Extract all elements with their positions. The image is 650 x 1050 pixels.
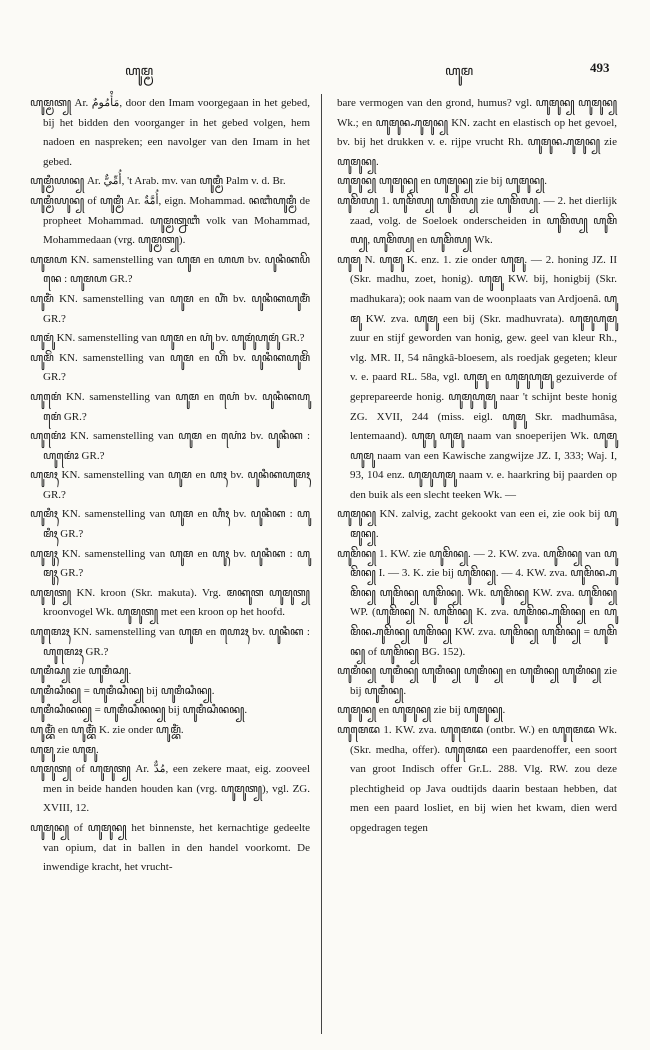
header-left-catchword: ꦲꦸꦩ꧀ꦩ	[125, 63, 154, 78]
dictionary-entry: ꦲꦸꦩꦶꦃ KN. samenstelling van ꦲꦸꦩ en ꦲꦶꦃ bv. ꦥꦸꦤꦶꦏ : ꦲꦸꦩꦶꦃ GR.?	[30, 508, 310, 541]
dictionary-entry: ꦲꦸꦩꦸꦤ꧀ en ꦲꦸꦩꦸꦤ꧀ zie bij ꦲꦸꦩꦸꦤ꧀.	[337, 704, 506, 717]
dictionary-entry: ꦲꦸꦩꦼꦁ KN. samenstelling van ꦲꦸꦩ en ꦲꦼꦁ bv. ꦥꦸꦤꦶꦏꦲꦸꦩꦼꦁ GR.?	[30, 351, 310, 384]
dictionary-entry: ꦲꦸꦩꦺꦴꦁ KN. samenstelling van ꦲꦸꦩ en ꦲꦺꦴꦁ bv. ꦥꦸꦤꦶꦏ : ꦲꦸꦩꦺꦴꦁ GR.?	[30, 430, 310, 462]
header-right-catchword: ꦲꦸꦩ	[445, 63, 474, 78]
page-number: 493	[590, 60, 610, 75]
dictionary-entry: ꦲꦸꦩꦸ zie ꦲꦸꦩꦸ.	[30, 743, 99, 756]
dictionary-entry: ꦲꦸꦩꦼꦭ꧀ 1. ꦲꦸꦩꦼꦭ꧀ ꦲꦸꦩꦼꦭ꧀ zie ꦲꦸꦩꦼꦭ꧀. — 2. het dierlijk zaad, volg. de Soeloek onderscheiden in ꦲꦸꦩꦼꦭ꧀ ꦲꦸꦩꦼꦭ꧀, ꦲꦸꦩꦼꦭ꧀ en ꦲꦸꦩꦼꦭ꧀ Wk.	[337, 194, 617, 247]
dictionary-entry: ꦲꦸꦩ꧀ꦩꦶꦪꦤ꧀ Ar. أُمِّيٌّ, 't Arab. mv. van ꦲꦸꦩ꧀ꦩꦶ Palm v. d. Br.	[30, 175, 286, 188]
dictionary-entry: ꦲꦸꦩꦶꦱꦶꦤꦤ꧀ = ꦲꦸꦩꦶꦱꦶꦤꦤ꧀ bij ꦲꦸꦩꦶꦱꦶꦤꦤ꧀.	[30, 704, 248, 717]
dictionary-entry: ꦲꦸꦩꦸꦠ꧀ KN. kroon (Skr. makuta). Vrg. ꦩꦏꦸꦠ ꦲꦸꦩꦸꦠ꧀ kroonvogel Wk. ꦲꦸꦩꦸꦠ꧀ met een kroon op het hoofd.	[30, 586, 310, 619]
dictionary-entry: ꦲꦸꦩꦺꦁ KN. samenstelling van ꦲꦸꦩ en ꦲꦺꦁ bv. ꦥꦸꦤꦶꦏꦲꦸꦩꦺꦁ GR.?	[30, 390, 310, 423]
dictionary-entry: ꦲꦸꦩ꧀ꦧꦶꦁ en ꦲꦸꦩ꧀ꦧꦶꦁ K. zie onder ꦲꦸꦩ꧀ꦧꦶꦁ.	[30, 724, 184, 736]
left-column	[30, 94, 310, 878]
dictionary-entry: ꦲꦸꦩꦸ N. ꦲꦸꦩꦸ K. enz. 1. zie onder ꦲꦸꦩꦸ. — 2. honing JZ. II (Skr. madhu, zoet, honig). ꦲꦸꦩꦸ KW. bij, honigbij (Skr. madhukara); ook naam van de woonplaats van Ardjoenâ. ꦲꦸꦩꦸ KW. zva. ꦲꦸꦩꦸ een bij (Skr. madhuvrata). ꦲꦸꦩꦸꦲꦸꦩꦸ zuur en stijf geworden van honig, gew. geel van kleur Rh., vlg. MR. II, 54 nângkâ-bloesem, als roedjak gegeten; kleur v. e. paard RL. 58a, vgl. ꦲꦸꦩꦸ en ꦲꦸꦩꦸꦲꦸꦩꦸ gezuiverde of geprepareerde honig. ꦲꦸꦩꦸꦲꦸꦩꦸ naar 't schijnt beste honig ZG. XVII, 244 (miss. eigl. ꦲꦸꦩꦸ Skr. madhumâsa, lentemaand). ꦲꦸꦩꦸ ꦲꦸꦩꦸ naam van snoeperijen Wk. ꦲꦸꦩꦸꦲꦸꦩꦸ naam van een Kawische zangwijze JZ. I, 333; Waj. I, 93, 104 enz. ꦲꦸꦩꦸꦲꦸꦩꦸ naam v. e. haarkring bij paarden op den buik als een slecht teeken Wk. —	[337, 253, 617, 501]
dictionary-entry: ꦲꦸꦩꦸꦤ꧀ ꦲꦸꦩꦸꦤ꧀ en ꦲꦸꦩꦸꦤ꧀ zie bij ꦲꦸꦩꦸꦤ꧀.	[337, 175, 548, 188]
dictionary-entry: ꦲꦸꦩꦶꦱ꧀ zie ꦲꦸꦩꦶꦱ꧀.	[30, 665, 132, 678]
dictionary-entry: ꦲꦸꦩꦼꦤ꧀ 1. KW. zie ꦲꦸꦩꦼꦤ꧀. — 2. KW. zva. ꦲꦸꦩꦼꦤ꧀ van ꦲꦸꦩꦼꦤ꧀ I. — 3. K. zie bij ꦲꦸꦩꦼꦤ꧀. — 4. KW. zva. ꦲꦸꦩꦼꦤ꧀ꦲꦸꦩꦼꦤ꧀ ꦲꦸꦩꦼꦤ꧀ ꦲꦸꦩꦼꦤ꧀. Wk. ꦲꦸꦩꦼꦤ꧀ KW. zva. ꦲꦸꦩꦼꦤ꧀ WP. (ꦲꦸꦩꦼꦤ꧀ N. ꦲꦸꦩꦼꦤ꧀ K. zva. ꦲꦸꦩꦼꦤ꧀ꦲꦸꦩꦼꦤ꧀ en ꦲꦸꦩꦼꦤ꧀ꦲꦸꦩꦼꦤ꧀ ꦲꦸꦩꦼꦤ꧀ KW. zva. ꦲꦸꦩꦼꦤ꧀ ꦲꦸꦩꦼꦤ꧀ = ꦲꦸꦩꦼꦤ꧀ of ꦲꦸꦩꦼꦤ꧀ BG. 152).	[337, 547, 617, 658]
dictionary-entry: ꦲꦸꦩꦸꦤ꧀ of ꦲꦸꦩꦸꦤ꧀ het binnenste, het kernachtige gedeelte van opium, dat in ballen in den handel voorkomt. De inwendige kracht, het vrucht-	[30, 821, 310, 874]
dictionary-entry: ꦲꦸꦩꦺꦢ 1. KW. zva. ꦲꦸꦩꦺꦢ (ontbr. W.) en ꦲꦸꦩꦺꦢ Wk. (Skr. medha, offer). ꦲꦸꦩꦺꦢ een paardenoffer, een soort van groot Indisch offer Gr.L. 288. Vlg. RW. zou deze plechtigheid op Java oudtijds daarin bestaan hebben, dat men een paard losliet, en bij wien het kwam, dien werd opgedragen tegen	[337, 724, 617, 834]
dictionary-entry: ꦲꦸꦩꦃ KN. samenstelling van ꦲꦸꦩ en ꦲꦃ bv. ꦥꦸꦤꦶꦏꦲꦸꦩꦃ GR.?	[30, 469, 310, 501]
dictionary-entry: ꦲꦸꦩꦸꦠ꧀ of ꦲꦸꦩꦸꦠ꧀ Ar. مُدٌّ, een zekere maat, eig. zooveel men in beide handen houden kan (vrg. ꦲꦸꦩꦸꦠ꧀), vgl. ZG. XVIII, 12.	[30, 763, 310, 815]
dictionary-entry: bare vermogen van den grond, humus? vgl. ꦲꦸꦩꦸꦤ꧀ ꦲꦸꦩꦸꦤ꧀ Wk.; en ꦲꦸꦩꦸꦤ꧀ꦲꦸꦩꦸꦤ꧀ KN. zacht en elastisch op het gevoel, bv. bij het drukken v. e. rijpe vrucht Rh. ꦲꦸꦩꦸꦤ꧀ꦲꦸꦩꦸꦤ꧀ zie ꦲꦸꦩꦸꦤ꧀.	[337, 97, 617, 168]
dictionary-entry: ꦲꦸꦩꦸꦃ KN. samenstelling van ꦲꦸꦩ en ꦲꦸꦃ bv. ꦥꦸꦤꦶꦏ : ꦲꦸꦩꦸꦃ GR.?	[30, 547, 310, 580]
page-header	[0, 60, 650, 82]
dictionary-entry: ꦲꦸꦩ꧀ꦩꦠ꧀ Ar. مَأْمُومٌ, door den Imam voorgegaan in het gebed, bij het bidden den voorganger in het gebed volgen, hem nadoen en naspreken; een navolger van den Imam in het gebed.	[30, 97, 310, 168]
dictionary-entry: ꦲꦸꦩꦸꦤ꧀ KN. zalvig, zacht gekookt van een ei, zie ook bij ꦲꦸꦩꦸꦤ꧀.	[337, 508, 617, 541]
dictionary-entry: ꦲꦸꦩꦶꦤ꧀ ꦲꦸꦩꦶꦤ꧀ ꦲꦸꦩꦶꦤ꧀ ꦲꦸꦩꦶꦤ꧀ en ꦲꦸꦩꦶꦤ꧀ ꦲꦸꦩꦶꦤ꧀ zie bij ꦲꦸꦩꦶꦤ꧀.	[337, 665, 617, 697]
dictionary-entry: ꦲꦸꦩꦶꦁ KN. samenstelling van ꦲꦸꦩ en ꦲꦶꦁ bv. ꦥꦸꦤꦶꦏꦲꦸꦩꦶꦁ GR.?	[30, 292, 310, 325]
dictionary-entry: ꦲꦸꦩꦲ KN. samenstelling van ꦲꦸꦩ en ꦲꦲ bv. ꦥꦸꦤꦶꦏꦥꦼꦤꦺ : ꦲꦸꦩꦲ GR.?	[30, 253, 310, 286]
dictionary-entry: ꦲꦸꦩꦸꦁ KN. samenstelling van ꦲꦸꦩ en ꦲꦸꦁ bv. ꦲꦸꦩꦸꦁꦲꦸꦩꦸꦁ GR.?	[30, 332, 305, 345]
column-divider	[321, 94, 322, 1034]
dictionary-entry: ꦲꦸꦩ꧀ꦩꦶꦪꦸꦤ꧀ of ꦲꦸꦩ꧀ꦩꦶ Ar. أُمَّةٌ, eign. Mohammad. ꦤꦧꦶꦲꦸꦩ꧀ꦩꦶ de propheet Mohammad. ꦲꦸꦩ꧀ꦩꦠ꧀ꦤꦧꦶ volk van Mohammad, Mohammedaan (vrg. ꦲꦸꦩ꧀ꦩꦠ꧀).	[30, 194, 310, 247]
dictionary-entry: ꦲꦸꦩꦶꦱꦶꦤ꧀ = ꦲꦸꦩꦶꦱꦶꦤ꧀ bij ꦲꦸꦩꦶꦱꦶꦤ꧀.	[30, 684, 215, 697]
dictionary-entry: ꦲꦸꦩꦺꦴꦃ KN. samenstelling van ꦲꦸꦩ en ꦲꦺꦴꦃ bv. ꦥꦸꦤꦶꦏ : ꦲꦸꦩꦺꦴꦃ GR.?	[30, 626, 310, 658]
right-column	[337, 94, 617, 839]
